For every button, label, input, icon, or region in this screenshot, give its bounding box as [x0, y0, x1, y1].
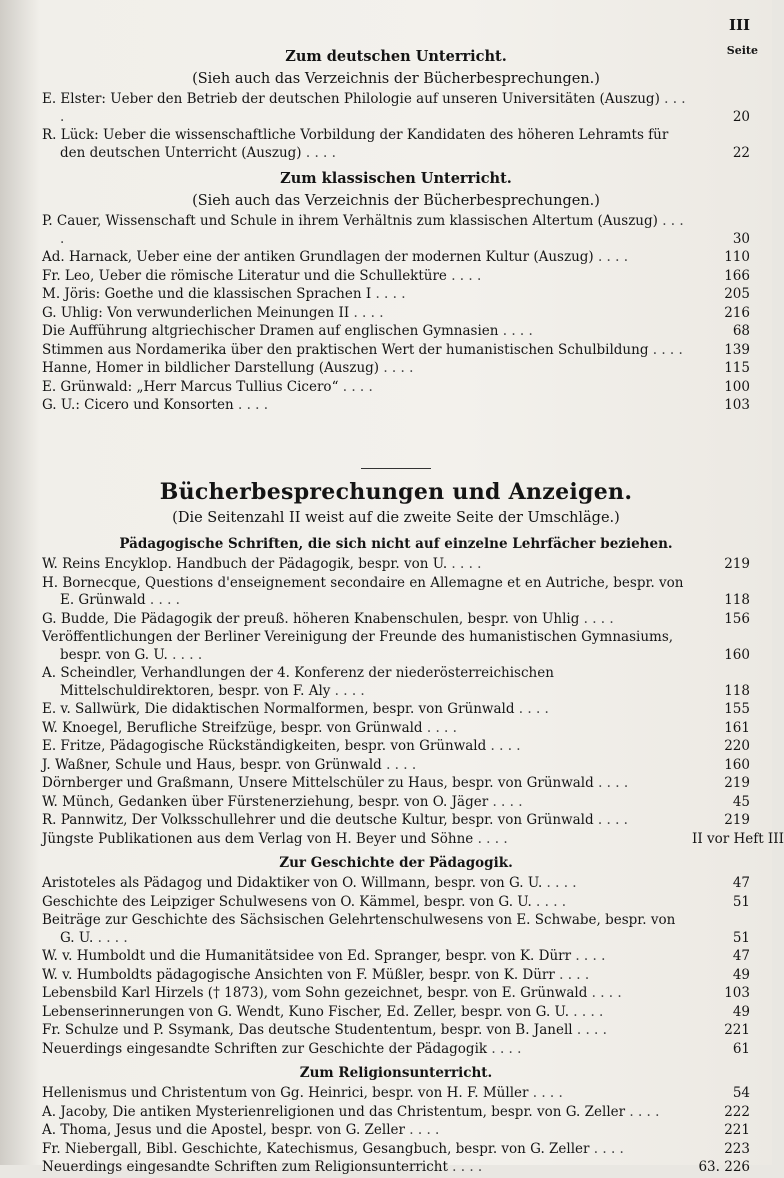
toc-entry [42, 948, 750, 966]
entry-text: W. Münch, Gedanken über Fürstenerziehung, bespr. von O. Jäger . . . . [42, 794, 692, 812]
toc-entry [42, 1041, 750, 1059]
entry-page: 220 [724, 738, 750, 754]
toc-entry [42, 1085, 750, 1103]
toc-entry [42, 575, 750, 610]
entry-page: 51 [732, 929, 750, 946]
entry-text: Hanne, Homer in bildlicher Darstellung (Auszug) . . . . [42, 360, 692, 378]
entry-text: M. Jöris: Goethe und die klassischen Sprachen I . . . . [42, 286, 692, 304]
paed-title: Pädagogische Schriften, die sich nicht auf einzelne Lehrfächer beziehen. [119, 536, 673, 552]
toc-entry [42, 379, 750, 397]
toc-entry [42, 305, 750, 323]
entry-page: 110 [724, 249, 750, 265]
entry-text: J. Waßner, Schule und Haus, bespr. von Grünwald . . . . [42, 757, 692, 775]
entry-text: E. Grünwald: „Herr Marcus Tullius Cicero“ . . . . [42, 379, 692, 397]
entry-text: W. Knoegel, Berufliche Streifzüge, bespr. von Grünwald . . . . [42, 720, 692, 738]
klassisch-title: Zum klassischen Unterricht. [280, 170, 512, 187]
toc-entry [42, 1122, 750, 1140]
entry-page: 20 [732, 108, 750, 125]
entry-text: Dörnberger und Graßmann, Unsere Mittelschüler zu Haus, bespr. von Grünwald . . . . [42, 775, 692, 793]
entry-text: Geschichte des Leipziger Schulwesens von O. Kämmel, bespr. von G. U. . . . . [42, 894, 692, 912]
toc-entry [42, 1104, 750, 1122]
toc-entry [42, 629, 750, 664]
toc-entry [42, 757, 750, 775]
entry-page: 103 [724, 397, 750, 413]
buecher-note: (Die Seitenzahl II weist auf die zweite Seite der Umschläge.) [172, 510, 620, 526]
entry-text: Hellenismus und Christentum von Gg. Heinrici, bespr. von H. F. Müller . . . . [42, 1085, 692, 1103]
entry-text: Fr. Niebergall, Bibl. Geschichte, Katechismus, Gesangbuch, bespr. von G. Zeller . . . . [42, 1141, 692, 1159]
entry-text: Beiträge zur Geschichte des Sächsischen Gelehrtenschulwesens von E. Schwabe, bespr. von G. U. . . . . [42, 912, 692, 947]
entry-text: A. Jacoby, Die antiken Mysterienreligionen und das Christentum, bespr. von G. Zeller . . . . [42, 1104, 692, 1122]
entry-page: 216 [724, 304, 750, 321]
relig-title: Zum Religionsunterricht. [299, 1065, 493, 1081]
entry-text: Aristoteles als Pädagog und Didaktiker von O. Willmann, bespr. von G. U. . . . . [42, 875, 692, 893]
toc-entry [42, 1159, 750, 1177]
entry-text: Die Aufführung altgriechischer Dramen auf englischen Gymnasien . . . . [42, 323, 692, 341]
gesch-title: Zur Geschichte der Pädagogik. [279, 855, 513, 871]
deutsch-note: (Sieh auch das Verzeichnis der Bücherbesprechungen.) [192, 71, 600, 87]
entry-text: Lebenserinnerungen von G. Wendt, Kuno Fischer, Ed. Zeller, bespr. von G. U. . . . . [42, 1004, 692, 1022]
toc-entry [42, 556, 750, 574]
entry-text: Ad. Harnack, Ueber eine der antiken Grundlagen der modernen Kultur (Auszug) . . . . [42, 249, 692, 267]
entry-page: 221 [724, 1022, 750, 1038]
toc-entry [42, 720, 750, 738]
entry-text: A. Thoma, Jesus und die Apostel, bespr. von G. Zeller . . . . [42, 1122, 692, 1140]
toc-entry [42, 397, 750, 415]
entry-text: Lebensbild Karl Hirzels († 1873), vom Sohn gezeichnet, bespr. von E. Grünwald . . . . [42, 985, 692, 1003]
toc-entry [42, 894, 750, 912]
entry-text: W. v. Humboldt und die Humanitätsidee von Ed. Spranger, bespr. von K. Dürr . . . . [42, 948, 692, 966]
entry-page: 160 [724, 756, 750, 773]
toc-entry [42, 91, 750, 126]
toc-entry [42, 665, 750, 700]
entry-text: G. U.: Cicero und Konsorten . . . . [42, 397, 692, 415]
top-sections [42, 46, 750, 416]
entry-text: P. Cauer, Wissenschaft und Schule in ihrem Verhältnis zum klassischen Altertum (Auszug) . . . . [42, 213, 692, 248]
entry-text: Neuerdings eingesandte Schriften zur Geschichte der Pädagogik . . . . [42, 1041, 692, 1059]
gesch-list [42, 875, 750, 1058]
entry-page: 118 [724, 592, 750, 608]
entry-text: Stimmen aus Nordamerika über den praktischen Wert der humanistischen Schulbildung . . . . [42, 342, 692, 360]
toc-entry [42, 360, 750, 378]
toc-entry [42, 213, 750, 248]
entry-text: Neuerdings eingesandte Schriften zum Religionsunterricht . . . . [42, 1159, 692, 1177]
entry-text: W. v. Humboldts pädagogische Ansichten von F. Müßler, bespr. von K. Dürr . . . . [42, 967, 692, 985]
toc-entry [42, 812, 750, 830]
entry-page: 222 [724, 1103, 750, 1120]
deutsch-list [42, 91, 750, 162]
toc-entry [42, 268, 750, 286]
page-number: III [728, 16, 750, 34]
entry-page: 166 [724, 267, 750, 284]
entry-text: A. Scheindler, Verhandlungen der 4. Konferenz der niederösterreichischen Mittelschuldirektoren, bespr. von F. Aly . . . . [42, 665, 692, 700]
entry-text: W. Reins Encyklop. Handbuch der Pädagogik, bespr. von U. . . . . [42, 556, 692, 574]
seite-column-header: Seite [726, 44, 758, 57]
toc-entry [42, 738, 750, 756]
entry-page: 219 [724, 812, 750, 828]
toc-entry [42, 286, 750, 304]
entry-text: R. Pannwitz, Der Volksschullehrer und die deutsche Kultur, bespr. von Grünwald . . . . [42, 812, 692, 830]
toc-entry [42, 985, 750, 1003]
toc-entry [42, 775, 750, 793]
entry-text: R. Lück: Ueber die wissenschaftliche Vorbildung der Kandidaten des höheren Lehramts für den deutschen Unterricht (Auszug) . . . . [42, 127, 692, 162]
entry-page: 205 [724, 286, 750, 302]
toc-entry [42, 967, 750, 985]
buecher-title: Bücherbesprechungen und Anzeigen. [159, 479, 633, 505]
entry-page: 100 [724, 378, 750, 395]
toc-entry [42, 794, 750, 812]
toc-entry [42, 323, 750, 341]
toc-entry [42, 127, 750, 162]
entry-text: Jüngste Publikationen aus dem Verlag von H. Beyer und Söhne . . . . [42, 831, 692, 849]
entry-text: E. Fritze, Pädagogische Rückständigkeiten, bespr. von Grünwald . . . . [42, 738, 692, 756]
entry-page: 47 [732, 875, 750, 891]
relig-list [42, 1085, 750, 1177]
entry-page: 68 [732, 323, 750, 339]
entry-page: 118 [724, 682, 750, 699]
toc-entry [42, 342, 750, 360]
entry-page: II vor Heft III [692, 830, 784, 847]
toc-entry [42, 1141, 750, 1159]
toc-entry [42, 830, 784, 849]
entry-text: E. Elster: Ueber den Betrieb der deutschen Philologie auf unseren Universitäten (Auszug) . . . . [42, 91, 692, 126]
entry-page: 219 [724, 775, 750, 791]
toc-entry [42, 249, 750, 267]
toc-entry [42, 875, 750, 893]
toc-entry [42, 912, 750, 947]
entry-page: 221 [724, 1122, 750, 1138]
books-section [42, 458, 784, 1178]
entry-text: E. v. Sallwürk, Die didaktischen Normalformen, bespr. von Grünwald . . . . [42, 701, 692, 719]
entry-page: 219 [724, 556, 750, 572]
klassisch-list [42, 213, 750, 415]
paed-list [42, 556, 784, 848]
toc-entry [42, 1022, 750, 1040]
toc-entry [42, 701, 750, 719]
entry-page: 155 [724, 701, 750, 717]
toc-entry [42, 611, 750, 629]
entry-page: 115 [724, 360, 750, 376]
entry-text: G. Budde, Die Pädagogik der preuß. höheren Knabenschulen, bespr. von Uhlig . . . . [42, 611, 692, 629]
entry-page: 45 [732, 793, 750, 810]
divider-rule [361, 468, 431, 469]
entry-page: 161 [724, 719, 750, 736]
entry-text: Fr. Leo, Ueber die römische Literatur und die Schullektüre . . . . [42, 268, 692, 286]
entry-page: 47 [732, 948, 750, 964]
entry-page: 139 [724, 341, 750, 358]
entry-page: 223 [724, 1140, 750, 1157]
entry-text: G. Uhlig: Von verwunderlichen Meinungen II . . . . [42, 305, 692, 323]
entry-text: Fr. Schulze und P. Ssymank, Das deutsche Studententum, bespr. von B. Janell . . . . [42, 1022, 692, 1040]
entry-page: 49 [732, 1003, 750, 1020]
entry-page: 160 [724, 646, 750, 663]
entry-page: 51 [732, 893, 750, 910]
entry-text: H. Bornecque, Questions d'enseignement secondaire en Allemagne et en Autriche, bespr. von E. Grünwald . . . . [42, 575, 692, 610]
entry-page: 61 [732, 1040, 750, 1057]
deutsch-title: Zum deutschen Unterricht. [285, 48, 507, 65]
entry-page: 22 [732, 144, 750, 161]
toc-entry [42, 1004, 750, 1022]
entry-page: 49 [732, 966, 750, 983]
entry-page: 103 [724, 985, 750, 1001]
entry-page: 63. 226 [698, 1159, 750, 1175]
entry-page: 30 [732, 230, 750, 247]
entry-page: 156 [724, 610, 750, 627]
entry-text: Veröffentlichungen der Berliner Vereinigung der Freunde des humanistischen Gymnasiums, bespr. von G. U. . . . . [42, 629, 692, 664]
entry-page: 54 [732, 1085, 750, 1101]
klassisch-note: (Sieh auch das Verzeichnis der Bücherbesprechungen.) [192, 193, 600, 209]
